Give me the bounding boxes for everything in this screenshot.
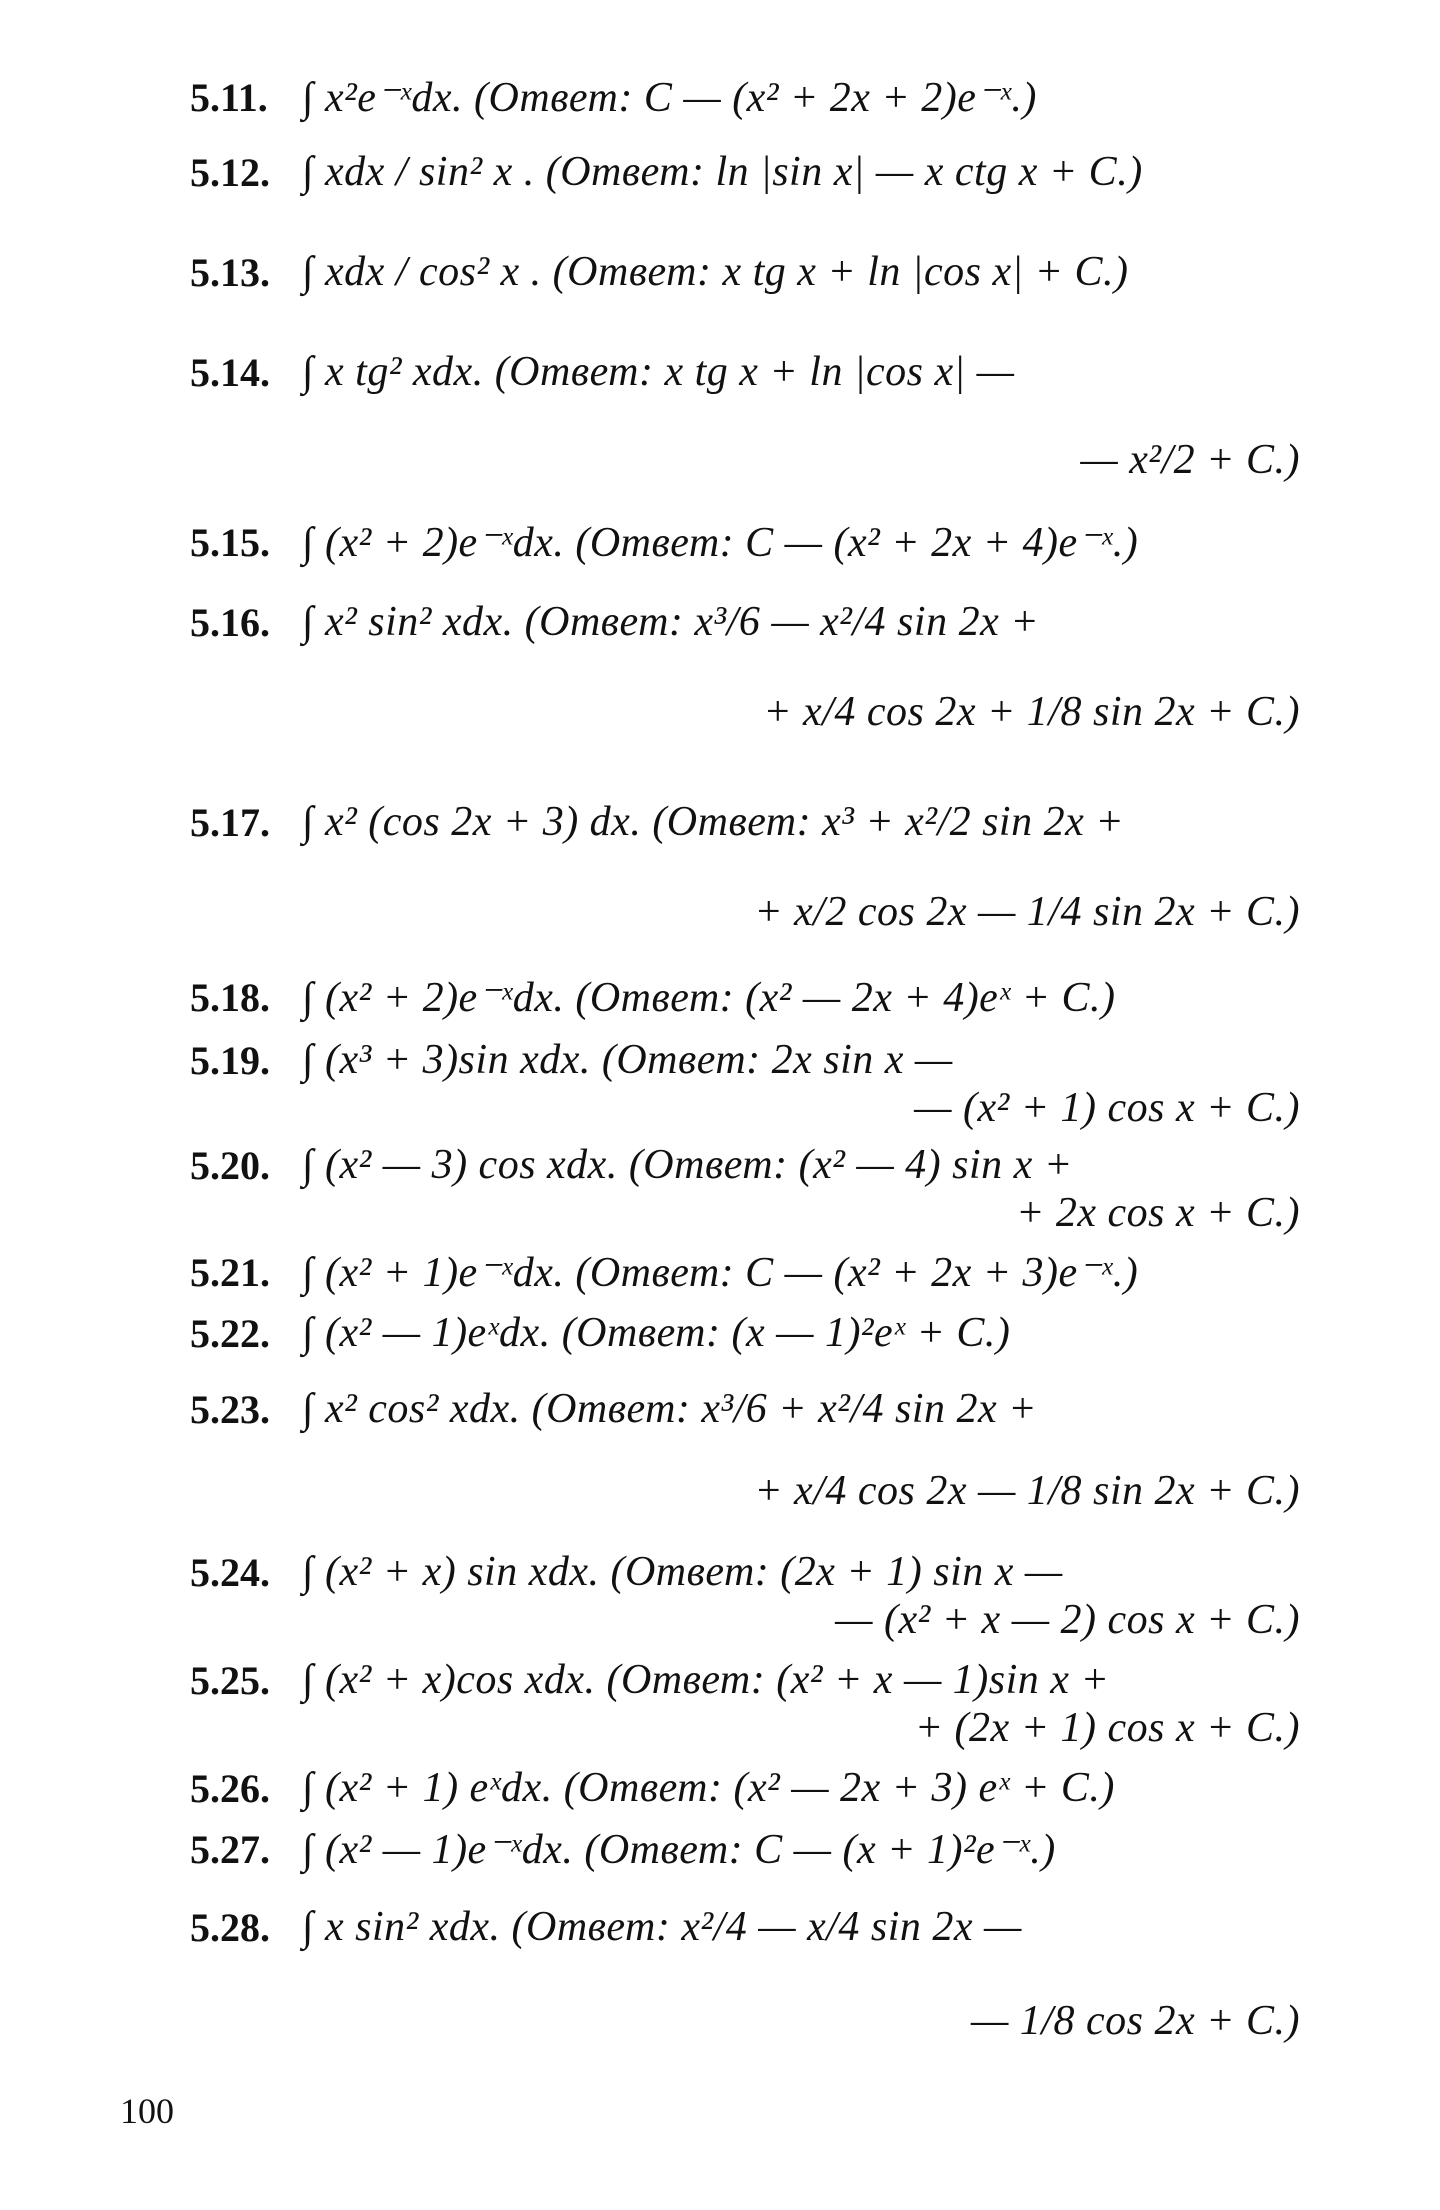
problem-statement: ∫ x² sin² xdx. (Ответ: x³/6 — x²/4 sin 2x + bbox=[302, 599, 1040, 645]
problem-number: 5.18. bbox=[190, 974, 270, 1020]
problem-5-26 bbox=[190, 1761, 1300, 1815]
problem-statement: ∫ (x² — 1)eˣdx. (Ответ: (x — 1)²eˣ + C.) bbox=[302, 1310, 1011, 1356]
problem-statement: ∫ (x² — 3) cos xdx. (Ответ: (x² — 4) sin x + bbox=[302, 1142, 1073, 1188]
problem-statement: ∫ (x³ + 3)sin xdx. (Ответ: 2x sin x — bbox=[302, 1037, 953, 1083]
problem-statement: ∫ x² (cos 2x + 3) dx. (Ответ: x³ + x²/2 sin 2x + bbox=[302, 799, 1125, 845]
problem-number: 5.20. bbox=[190, 1142, 270, 1188]
answer-continuation: + x/2 cos 2x — 1/4 sin 2x + C.) bbox=[754, 889, 1300, 935]
problem-number: 5.11. bbox=[190, 74, 268, 120]
problem-5-22 bbox=[190, 1306, 1300, 1360]
problem-number: 5.16. bbox=[190, 599, 270, 645]
problem-statement: ∫ (x² + 2)e⁻ˣdx. (Ответ: C — (x² + 2x + 4)e⁻ˣ.) bbox=[302, 520, 1139, 566]
problem-number: 5.28. bbox=[190, 1904, 270, 1950]
problem-5-25 bbox=[190, 1653, 1300, 1755]
problem-number: 5.27. bbox=[190, 1826, 270, 1872]
problem-number: 5.19. bbox=[190, 1037, 270, 1083]
problem-statement: ∫ (x² + 1) eˣdx. (Ответ: (x² — 2x + 3) eˣ + C.) bbox=[302, 1765, 1115, 1811]
answer-continuation: — (x² + x — 2) cos x + C.) bbox=[835, 1597, 1300, 1643]
problem-statement: ∫ xdx / sin² x . (Ответ: ln |sin x| — x ctg x + C.) bbox=[302, 149, 1143, 195]
answer-continuation: + x/4 cos 2x + 1/8 sin 2x + C.) bbox=[763, 689, 1300, 735]
problem-statement: ∫ (x² + 2)e⁻ˣdx. (Ответ: (x² — 2x + 4)eˣ + C.) bbox=[302, 975, 1116, 1021]
problem-5-28 bbox=[190, 1900, 1300, 2048]
problem-number: 5.12. bbox=[190, 149, 270, 195]
problem-5-12 bbox=[190, 145, 1300, 199]
problem-5-15 bbox=[190, 515, 1300, 569]
answer-continuation: + (2x + 1) cos x + C.) bbox=[914, 1705, 1300, 1751]
answer-continuation: + 2x cos x + C.) bbox=[1016, 1190, 1300, 1236]
problem-statement: ∫ (x² + x) sin xdx. (Ответ: (2x + 1) sin x — bbox=[302, 1549, 1063, 1595]
problem-number: 5.26. bbox=[190, 1765, 270, 1811]
problem-number: 5.17. bbox=[190, 799, 270, 845]
problem-5-13 bbox=[190, 245, 1300, 299]
problem-5-17 bbox=[190, 795, 1300, 939]
page-number: 100 bbox=[120, 2091, 174, 2131]
problem-statement: ∫ (x² + x)cos xdx. (Ответ: (x² + x — 1)sin x + bbox=[302, 1657, 1110, 1703]
problem-statement: ∫ x sin² xdx. (Ответ: x²/4 — x/4 sin 2x — bbox=[302, 1904, 1022, 1950]
problem-5-14 bbox=[190, 345, 1300, 487]
problem-5-16 bbox=[190, 595, 1300, 739]
problem-number: 5.21. bbox=[190, 1249, 270, 1295]
problem-number: 5.14. bbox=[190, 349, 270, 395]
answer-continuation: — 1/8 cos 2x + C.) bbox=[971, 1998, 1300, 2044]
problem-statement: ∫ x² cos² xdx. (Ответ: x³/6 + x²/4 sin 2x + bbox=[302, 1386, 1038, 1432]
problem-number: 5.24. bbox=[190, 1549, 270, 1595]
problem-number: 5.22. bbox=[190, 1310, 270, 1356]
problem-statement: ∫ xdx / cos² x . (Ответ: x tg x + ln |cos x| + C.) bbox=[302, 249, 1129, 295]
problem-5-18 bbox=[190, 970, 1300, 1024]
problem-5-23 bbox=[190, 1382, 1300, 1518]
problem-5-27 bbox=[190, 1822, 1300, 1876]
problem-statement: ∫ (x² + 1)e⁻ˣdx. (Ответ: C — (x² + 2x + 3)e⁻ˣ.) bbox=[302, 1250, 1139, 1296]
problem-number: 5.15. bbox=[190, 519, 270, 565]
problem-statement: ∫ (x² — 1)e⁻ˣdx. (Ответ: C — (x + 1)²e⁻ˣ.) bbox=[302, 1827, 1056, 1873]
problem-5-11 bbox=[190, 70, 1300, 124]
problem-5-21 bbox=[190, 1245, 1300, 1299]
problem-number: 5.13. bbox=[190, 249, 270, 295]
problem-5-24 bbox=[190, 1545, 1300, 1647]
problem-5-20 bbox=[190, 1138, 1300, 1240]
answer-continuation: + x/4 cos 2x — 1/8 sin 2x + C.) bbox=[754, 1468, 1300, 1514]
problem-statement: ∫ x²e⁻ˣdx. (Ответ: C — (x² + 2x + 2)e⁻ˣ.) bbox=[302, 75, 1037, 121]
answer-continuation: — (x² + 1) cos x + C.) bbox=[914, 1085, 1300, 1131]
problem-5-19 bbox=[190, 1033, 1300, 1135]
answer-continuation: — x²/2 + C.) bbox=[1080, 437, 1300, 483]
problem-statement: ∫ x tg² xdx. (Ответ: x tg x + ln |cos x| — bbox=[302, 349, 1015, 395]
problem-number: 5.23. bbox=[190, 1386, 270, 1432]
problem-number: 5.25. bbox=[190, 1657, 270, 1703]
